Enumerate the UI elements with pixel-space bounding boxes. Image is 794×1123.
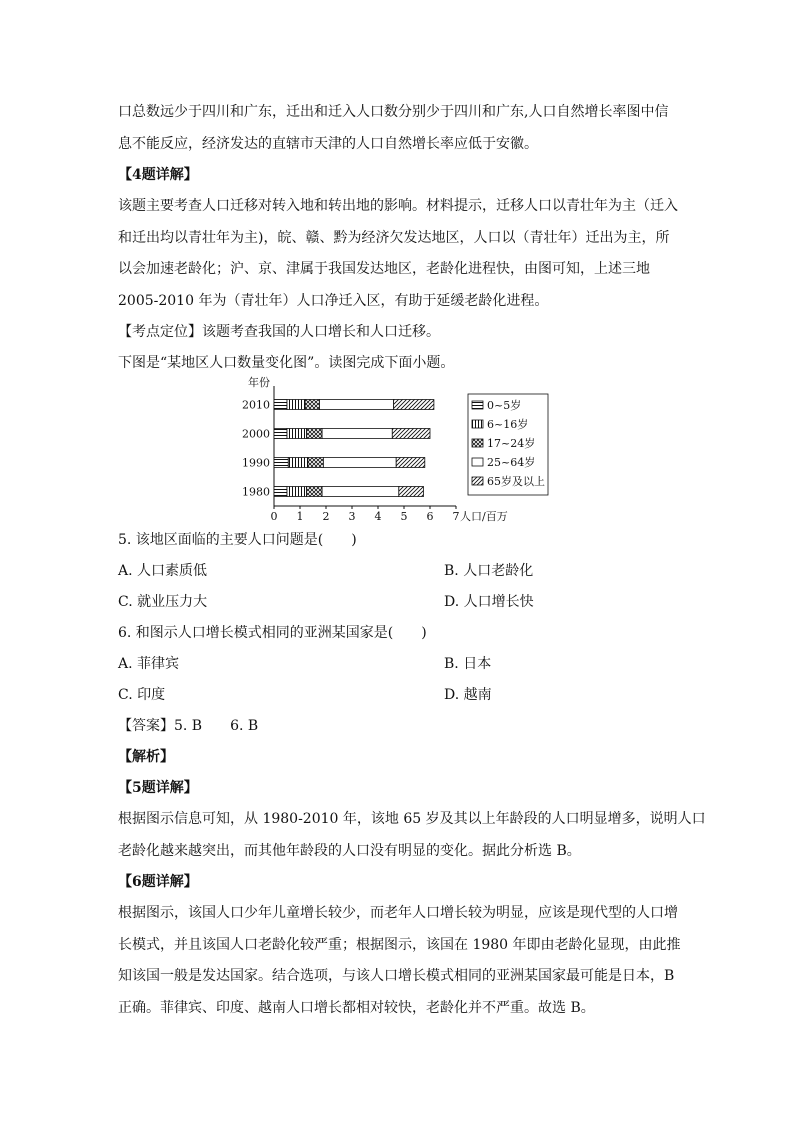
bar-segment — [320, 400, 394, 410]
bar-segment — [274, 487, 287, 497]
legend-swatch — [472, 401, 483, 409]
x-tick-label: 3 — [348, 510, 356, 523]
text-line: 长模式，并且该国人口老龄化较严重；根据图示，该国在 1980 年即由老龄化显现，由此推 — [118, 936, 681, 953]
y-tick-label: 1980 — [242, 485, 270, 499]
bar-segment — [392, 429, 430, 439]
legend-label: 0~5岁 — [487, 399, 522, 412]
text-line: 口总数远少于四川和广东，迁出和迁入人口数分别少于四川和广东,人口自然增长率图中信 — [118, 104, 669, 120]
x-tick-label: 6 — [426, 510, 434, 523]
legend-swatch — [472, 420, 483, 428]
q4-explanation — [118, 191, 684, 317]
q6-option-a[interactable]: A. 菲律宾 — [118, 656, 180, 672]
chart-intro: 下图是“某地区人口数量变化图”。读图完成下面小题。 — [118, 355, 455, 371]
q6-option-d[interactable]: D. 越南 — [444, 687, 492, 703]
x-axis-title: 人口/百万 — [460, 510, 508, 523]
q5-option-b[interactable]: B. 人口老龄化 — [444, 563, 534, 579]
x-tick-label: 0 — [270, 510, 278, 523]
legend-swatch — [472, 458, 483, 466]
bar-segment — [399, 487, 424, 497]
q6-option-c[interactable]: C. 印度 — [118, 687, 166, 703]
legend-label: 25~64岁 — [487, 456, 536, 469]
x-tick-label: 2 — [322, 510, 330, 523]
jiexi-heading: 【解析】 — [118, 749, 174, 765]
q6-explanation — [118, 898, 684, 1024]
bar-segment — [307, 429, 323, 439]
bar-segment — [287, 487, 307, 497]
bar-segment — [274, 458, 288, 468]
q6-option-b[interactable]: B. 日本 — [444, 656, 492, 672]
bar-segment — [322, 487, 399, 497]
bar-segment — [322, 429, 392, 439]
text-line: 正确。菲律宾、印度、越南人口增长都相对较快，老龄化并不严重。故选 B。 — [118, 999, 595, 1016]
legend-label: 17~24岁 — [487, 437, 536, 450]
answer-line: 【答案】5. B 6. B — [118, 718, 259, 734]
bar-segment — [307, 487, 323, 497]
bar-segment — [287, 400, 305, 410]
text-line: 根据图示信息可知，从 1980-2010 年，该地 65 岁及其以上年龄段的人口明显增多，说明人口 — [118, 811, 706, 827]
y-tick-label: 1990 — [242, 456, 270, 470]
bar-segment — [288, 458, 308, 468]
bar-segment — [308, 458, 324, 468]
y-axis-title: 年份 — [248, 376, 270, 389]
chart-legend — [468, 394, 548, 495]
x-tick-label: 5 — [400, 510, 408, 523]
q5-heading: 【5题详解】 — [118, 780, 198, 796]
q4-heading: 【4题详解】 — [118, 167, 198, 183]
bar-segment — [305, 400, 319, 410]
population-chart — [240, 374, 560, 524]
x-tick-label: 4 — [374, 510, 382, 523]
q5-stem: 5. 该地区面临的主要人口问题是( ) — [118, 532, 357, 548]
x-tick-label: 7 — [452, 510, 460, 523]
y-tick-label: 2010 — [242, 398, 270, 412]
q5-option-a[interactable]: A. 人口素质低 — [118, 563, 208, 579]
text-line: 和迁出均以青壮年为主)，皖、赣、黔为经济欠发达地区，人口以（青壮年）迁出为主，所 — [118, 229, 670, 246]
bar-segment — [287, 429, 307, 439]
bar-segment — [274, 429, 287, 439]
x-tick-label: 1 — [296, 510, 304, 523]
text-line: 2005-2010 年为（青壮年）人口净迁入区，有助于延缓老龄化进程。 — [118, 292, 549, 309]
bar-segment — [274, 400, 287, 410]
q5-option-c[interactable]: C. 就业压力大 — [118, 594, 208, 610]
kaodian-text: 【考点定位】该题考查我国的人口增长和人口迁移。 — [118, 324, 440, 340]
chart-bars — [274, 400, 434, 497]
q5-option-d[interactable]: D. 人口增长快 — [444, 594, 534, 610]
paragraph-continuation — [118, 97, 684, 160]
text-line: 该题主要考查人口迁移对转入地和转出地的影响。材料提示，迁移人口以青壮年为主（迁入 — [118, 198, 678, 214]
bar-segment — [394, 400, 434, 410]
text-line: 以会加速老龄化；沪、京、津属于我国发达地区，老龄化进程快，由图可知，上述三地 — [118, 261, 650, 277]
bar-segment — [396, 458, 425, 468]
legend-swatch — [472, 477, 483, 485]
q6-stem: 6. 和图示人口增长模式相同的亚洲某国家是( ) — [118, 625, 427, 641]
text-line: 根据图示，该国人口少年儿童增长较少，而老年人口增长较为明显，应该是现代型的人口增 — [118, 905, 678, 921]
bar-segment — [323, 458, 396, 468]
legend-swatch — [472, 439, 483, 447]
y-tick-label: 2000 — [242, 427, 270, 441]
q5-explanation — [118, 804, 706, 867]
q6-heading: 【6题详解】 — [118, 874, 198, 890]
legend-label: 65岁及以上 — [487, 475, 545, 488]
legend-label: 6~16岁 — [487, 418, 529, 431]
text-line: 老龄化越来越突出，而其他年龄段的人口没有明显的变化。据此分析选 B。 — [118, 842, 581, 859]
text-line: 知该国一般是发达国家。结合选项，与该人口增长模式相同的亚洲某国家最可能是日本，B — [118, 968, 675, 984]
text-line: 息不能反应，经济发达的直辖市天津的人口自然增长率应低于安徽。 — [118, 135, 538, 152]
